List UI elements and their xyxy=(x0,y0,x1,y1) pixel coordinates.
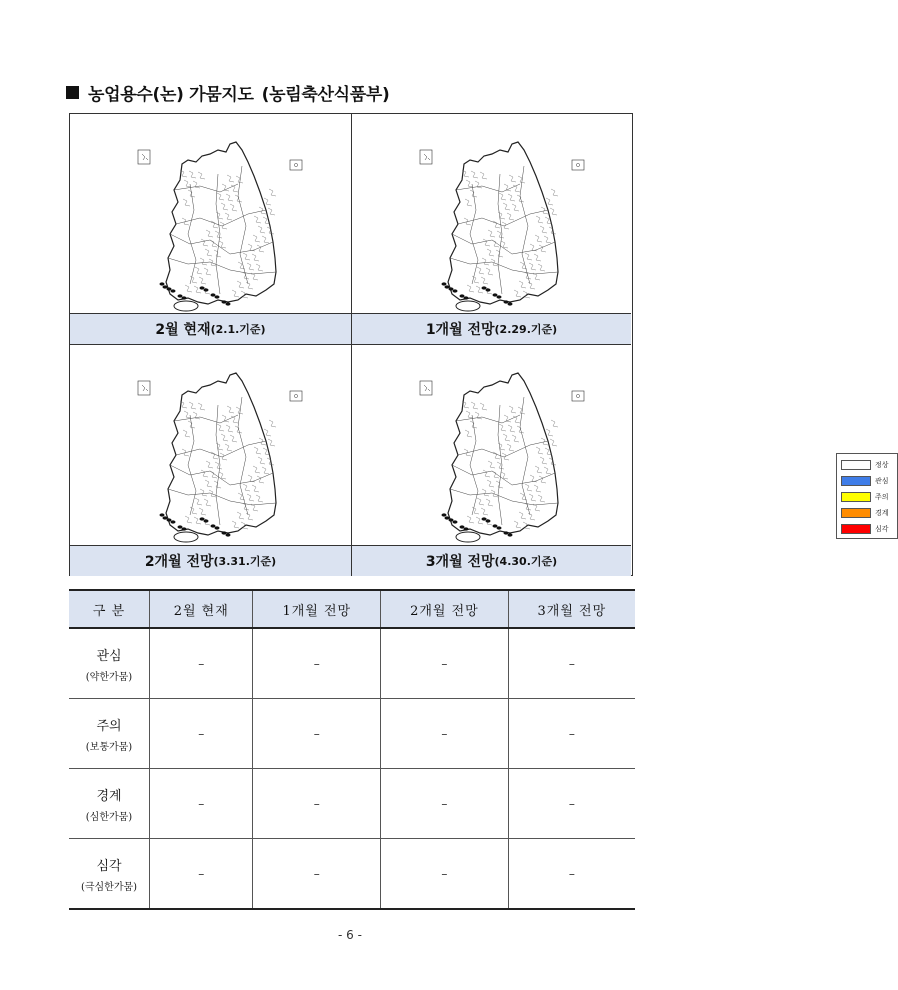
map-caption-label: 2월 현재 xyxy=(155,322,211,338)
level-desc: (극심한가뭄) xyxy=(80,881,138,893)
cell-value: – xyxy=(568,656,575,671)
page-number: - 6 - xyxy=(338,928,362,942)
korea-map xyxy=(70,114,351,314)
cell-value: – xyxy=(568,796,575,811)
table-row xyxy=(69,769,635,839)
table-cell xyxy=(381,699,509,769)
map-caption xyxy=(70,545,351,576)
cell-value: – xyxy=(198,726,205,741)
map-caption xyxy=(352,313,631,344)
section-title-main: 농업용수(논) 가뭄지도 xyxy=(88,85,254,105)
drought-legend xyxy=(836,453,898,539)
legend-item xyxy=(841,505,893,521)
table-row xyxy=(69,839,635,910)
cell-value: – xyxy=(313,796,320,811)
legend-label: 관심 xyxy=(875,477,889,485)
map-caption-date: (2.29.기준) xyxy=(494,323,558,336)
map-caption-label: 1개월 전망 xyxy=(425,322,495,338)
cell-value: – xyxy=(313,866,320,881)
cell-value: – xyxy=(568,726,575,741)
map-panel-3month xyxy=(352,345,889,576)
korea-map-outline xyxy=(352,345,632,545)
table-cell xyxy=(150,699,253,769)
table-cell xyxy=(508,699,635,769)
table-cell xyxy=(150,839,253,910)
cell-value: – xyxy=(198,656,205,671)
legend-label: 정상 xyxy=(875,461,889,469)
legend-swatch xyxy=(841,460,871,470)
level-desc: (심한가뭄) xyxy=(85,811,133,823)
drought-status-table xyxy=(69,589,635,910)
korea-map-outline xyxy=(352,114,632,314)
row-header xyxy=(69,699,150,769)
legend-label: 경계 xyxy=(875,509,889,517)
table-cell xyxy=(253,628,381,699)
drought-map-grid xyxy=(69,113,889,576)
level-name: 경계 xyxy=(96,788,122,804)
table-cell xyxy=(150,769,253,839)
section-title-sub: (농림축산식품부) xyxy=(261,85,390,105)
korea-map xyxy=(352,345,631,545)
table-cell xyxy=(253,839,381,910)
legend-swatch xyxy=(841,508,871,518)
korea-map-outline xyxy=(70,345,350,545)
table-header: 구 분 xyxy=(69,590,150,628)
level-name: 심각 xyxy=(96,858,122,874)
map-caption-date: (3.31.기준) xyxy=(213,555,277,568)
map-caption-label: 2개월 전망 xyxy=(144,554,214,570)
table-cell xyxy=(150,628,253,699)
map-caption-label: 3개월 전망 xyxy=(425,554,495,570)
level-desc: (보통가뭄) xyxy=(85,741,133,753)
legend-item xyxy=(841,489,893,505)
map-caption-date: (2.1.기준) xyxy=(210,323,266,336)
cell-value: – xyxy=(441,656,448,671)
legend-item xyxy=(841,457,893,473)
table-cell xyxy=(508,769,635,839)
cell-value: – xyxy=(441,796,448,811)
table-cell xyxy=(508,839,635,910)
legend-item xyxy=(841,473,893,489)
section-title xyxy=(66,80,389,105)
level-name: 주의 xyxy=(96,718,122,734)
table-header: 3개월 전망 xyxy=(508,590,635,628)
legend-swatch xyxy=(841,524,871,534)
table-cell xyxy=(381,839,509,910)
level-name: 관심 xyxy=(96,648,122,664)
table-cell xyxy=(508,628,635,699)
table-header: 1개월 전망 xyxy=(253,590,381,628)
map-caption xyxy=(352,545,631,576)
row-header xyxy=(69,839,150,910)
map-panel-1month xyxy=(352,114,631,345)
map-caption-date: (4.30.기준) xyxy=(494,555,558,568)
legend-item xyxy=(841,521,893,537)
table-cell xyxy=(253,699,381,769)
table-header: 2월 현재 xyxy=(150,590,253,628)
legend-label: 심각 xyxy=(875,525,889,533)
map-caption xyxy=(70,313,351,344)
row-header xyxy=(69,628,150,699)
level-desc: (약한가뭄) xyxy=(85,671,133,683)
legend-label: 주의 xyxy=(875,493,889,501)
table-header: 2개월 전망 xyxy=(381,590,509,628)
legend-swatch xyxy=(841,476,871,486)
cell-value: – xyxy=(313,726,320,741)
map-panel-2month xyxy=(70,345,352,576)
cell-value: – xyxy=(568,866,575,881)
table-header-row xyxy=(69,590,635,628)
cell-value: – xyxy=(198,796,205,811)
cell-value: – xyxy=(441,726,448,741)
korea-map-outline xyxy=(70,114,350,314)
map-panel-current xyxy=(70,114,352,345)
cell-value: – xyxy=(198,866,205,881)
row-header xyxy=(69,769,150,839)
table-cell xyxy=(253,769,381,839)
square-bullet-icon xyxy=(66,86,79,99)
cell-value: – xyxy=(313,656,320,671)
cell-value: – xyxy=(441,866,448,881)
table-row xyxy=(69,628,635,699)
table-row xyxy=(69,699,635,769)
legend-swatch xyxy=(841,492,871,502)
table-cell xyxy=(381,769,509,839)
table-cell xyxy=(381,628,509,699)
korea-map xyxy=(70,345,351,545)
korea-map xyxy=(352,114,631,314)
